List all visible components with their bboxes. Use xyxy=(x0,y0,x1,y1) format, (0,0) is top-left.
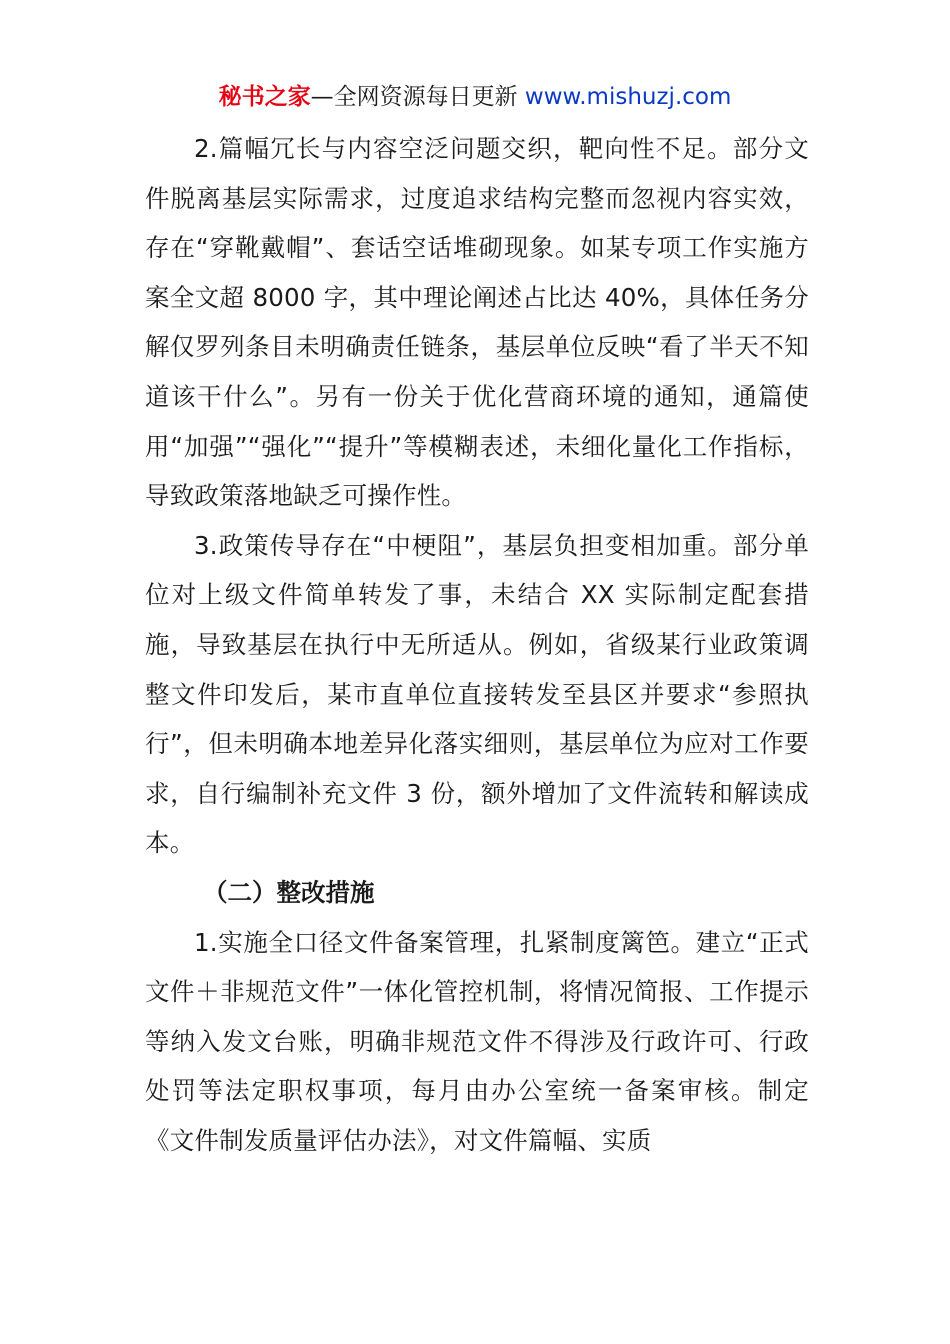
site-tagline: —全网资源每日更新 xyxy=(310,84,525,110)
site-url-link[interactable]: www.mishuzj.com xyxy=(524,84,732,110)
site-brand: 秘书之家 xyxy=(218,84,311,110)
section-heading-measures: （二）整改措施 xyxy=(203,877,375,907)
page-header xyxy=(0,80,950,114)
paragraph-problem-2: 2.篇幅冗长与内容空泛问题交织，靶向性不足。部分文件脱离基层实际需求，过度追求结构完整而忽视内容实效，存在“穿靴戴帽”、套话空话堆砌现象。如某专项工作实施方案全文超 8000 字，其中理论阐述占比达 40%，具体任务分解仅罗列条目未明确责任链条，基层单位反映“看了半天不知道该干什么”。另有一份关于优化营商环境的通知，通篇使用“加强”“强化”“提升”等模糊表述，未细化量化工作指标，导致政策落地缺乏可操作性。 xyxy=(145,134,809,511)
paragraph-measure-1: 1.实施全口径文件备案管理，扎紧制度篱笆。建立“正式文件＋非规范文件”一体化管控机制，将情况简报、工作提示等纳入发文台账，明确非规范文件不得涉及行政许可、行政处罚等法定职权事项，每月由办公室统一备案审核。制定《文件制发质量评估办法》，对文件篇幅、实质 xyxy=(145,927,809,1155)
paragraph-problem-3: 3.政策传导存在“中梗阻”，基层负担变相加重。部分单位对上级文件简单转发了事，未结合 XX 实际制定配套措施，导致基层在执行中无所适从。例如，省级某行业政策调整文件印发后，某市直单位直接转发至县区并要求“参照执行”，但未明确本地差异化落实细则，基层单位为应对工作要求，自行编制补充文件 3 份，额外增加了文件流转和解读成本。 xyxy=(145,530,809,858)
document-body xyxy=(145,124,809,1165)
